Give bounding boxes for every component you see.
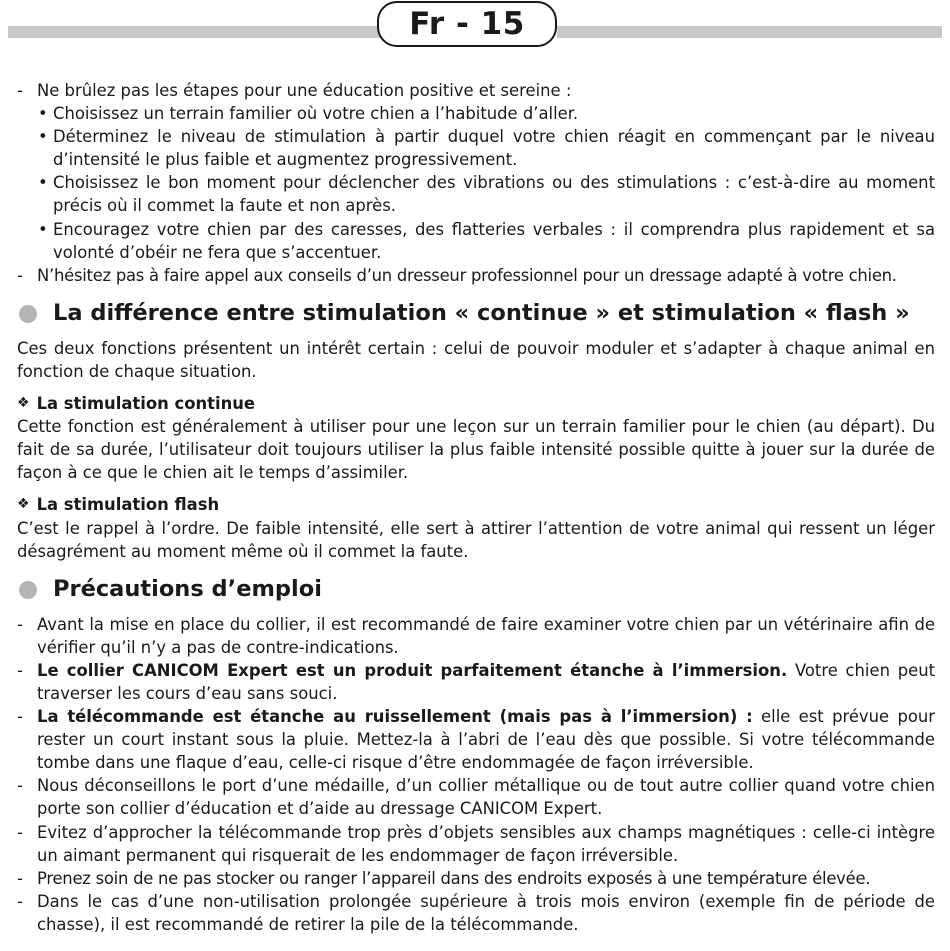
precaution-item-3-rest: elle est prévue pour rester un court instant sous la pluie. Mettez-la à l’abri de l’eau dès que possible. Si votre télécommande tombe dans une flaque d’eau, celle-ci risque d’être endommagée de façon irréversible. [37,707,936,773]
intro-item-1: - Ne brûlez pas les étapes pour une éducation positive et sereine : [17,79,935,102]
precaution-item-2-bold: Le collier CANICOM Expert est un produit parfaitement étanche à l’immersion. [37,660,788,680]
section-heading-difference [17,300,935,328]
section-circle-icon [19,305,37,323]
difference-intro: Ces deux fonctions présentent un intérêt certain : celui de pouvoir moduler et s’adapter à chaque animal en fonction de chaque situation. [17,338,935,381]
four-diamond-icon: ❖ [17,395,30,412]
section-title-difference: La différence entre stimulation « continue » et stimulation « flash » [53,300,910,327]
precaution-item-1: - Avant la mise en place du collier, il est recommandé de faire examiner votre chien par un vétérinaire afin de vérifier qu’il n’y a pas de contre-indications. [17,613,935,659]
precaution-item-5: - Evitez d’approcher la télécommande trop près d’objets sensibles aux champs magnétiques : celle-ci intègre un aimant permanent qui risquerait de les endommager de façon irréversible. [17,821,935,867]
page-header [0,0,950,60]
intro-item-2: - N’hésitez pas à faire appel aux conseils d’un dresseur professionnel pour un dressage adapté à votre chien. [17,264,935,287]
subsection-title-continue: La stimulation continue [36,394,256,414]
section-title-precautions: Précautions d’emploi [53,576,322,603]
intro-bullet-2: • Déterminez le niveau de stimulation à partir duquel votre chien réagit en commençant par le niveau d’intensité le plus faible et augmentez progressivement. [17,125,935,171]
precaution-item-7: - Dans le cas d’une non-utilisation prolongée supérieure à trois mois environ (exemple fin de période de chasse), il est recommandé de retirer la pile de la télécommande. [17,890,935,936]
section-circle-icon [19,581,37,599]
header-bar-right [557,26,942,38]
four-diamond-icon: ❖ [17,496,30,513]
precaution-item-4: - Nous déconseillons le port d’une médaille, d’un collier métallique ou de tout autre collier quand votre chien porte son collier d’éducation et d’aide au dressage CANICOM Expert. [17,774,935,820]
intro-bullet-4: • Encouragez votre chien par des caresses, des flatteries verbales : il comprendra plus rapidement et sa volonté d’obéir ne fera que s’accentuer. [17,218,935,264]
intro-bullet-1: • Choisissez un terrain familier où votre chien a l’habitude d’aller. [17,102,935,125]
page-number: Fr - 15 [377,1,557,47]
intro-bullet-3: • Choisissez le bon moment pour déclencher des vibrations ou des stimulations : c’est-à-dire au moment précis où il commet la faute et non après. [17,171,935,217]
subsection-heading-continue [17,392,935,415]
subsection-title-flash: La stimulation flash [36,495,220,515]
section-heading-precautions [17,576,935,604]
continue-text: Cette fonction est généralement à utiliser pour une leçon sur un terrain familier pour le chien (au départ). Du fait de sa durée, l’utilisateur doit toujours utiliser la plus faible intensité possible quitte à jouer sur la durée de façon à ce que le chien ait le temps d’assimiler. [17,417,935,483]
subsection-heading-flash [17,493,935,516]
precaution-item-3 [17,705,935,774]
precaution-item-2 [17,659,935,705]
precaution-item-2-rest: Votre chien peut traverser les cours d’eau sans souci. [37,660,936,703]
header-bar-left [8,26,380,38]
flash-text: C’est le rappel à l’ordre. De faible intensité, elle sert à attirer l’attention de votre animal qui ressent un léger désagrément au moment même où il commet la faute. [17,518,935,561]
page-content [17,79,935,936]
precaution-item-6: - Prenez soin de ne pas stocker ou ranger l’appareil dans des endroits exposés à une température élevée. [17,867,935,890]
precaution-item-3-bold: La télécommande est étanche au ruissellement (mais pas à l’immersion) : [37,707,753,727]
